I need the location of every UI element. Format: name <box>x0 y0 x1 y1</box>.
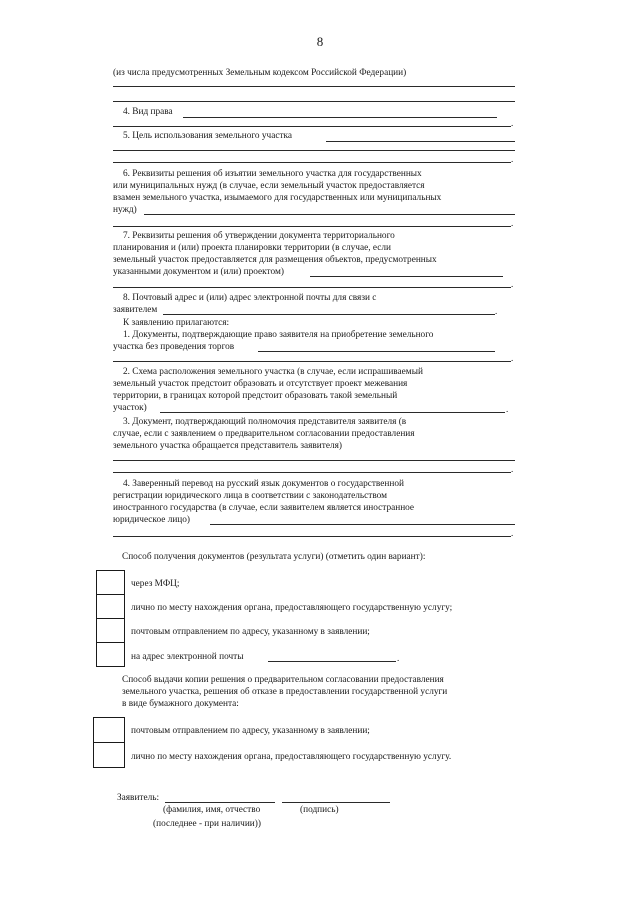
item7-field[interactable] <box>310 276 503 277</box>
att3-line: 3. Документ, подтверждающий полномочия представителя заявителя (в <box>123 417 407 427</box>
att4-line: регистрации юридического лица в соответствии с законодательством <box>113 491 388 501</box>
copy-option-in-person: лично по месту нахождения органа, предоставляющего государственную услугу. <box>131 752 452 762</box>
delivery-checkbox-mfc[interactable] <box>96 570 125 595</box>
patronymic-caption: (последнее - при наличии)) <box>153 819 261 829</box>
copy-checkbox-post[interactable] <box>93 717 125 743</box>
att2-line: территории, в границах которой предстоит образовать такой земельный <box>113 391 398 401</box>
att1-field[interactable] <box>258 351 495 352</box>
item6-line: нужд) <box>113 205 137 215</box>
blank-line[interactable] <box>113 126 511 127</box>
delivery-heading: Способ получения документов (результата услуги) (отметить один вариант): <box>122 552 426 562</box>
blank-line[interactable] <box>113 150 515 151</box>
blank-line[interactable] <box>113 460 515 461</box>
item7-line: планирования и (или) проекта планировки территории (в случае, если <box>113 243 391 253</box>
land-code-note: (из числа предусмотренных Земельным кодексом Российской Федерации) <box>113 68 407 78</box>
copy-heading-line: Способ выдачи копии решения о предварительном согласовании предоставления <box>122 675 444 685</box>
att3-line: случае, если с заявлением о предварительном согласовании предоставления <box>113 429 415 439</box>
applicant-signature-field[interactable] <box>282 802 390 803</box>
delivery-checkbox-in-person[interactable] <box>96 594 125 619</box>
att2-line: земельный участок предстоит образовать и отсутствует проект межевания <box>113 379 408 389</box>
copy-checkbox-in-person[interactable] <box>93 742 125 768</box>
att2-field[interactable] <box>160 412 505 413</box>
applicant-label: Заявитель: <box>117 793 160 803</box>
item4-label: 4. Вид права <box>123 107 173 117</box>
delivery-checkbox-email[interactable] <box>96 642 125 667</box>
item7-line: земельный участок предоставляется для размещения объектов, предусмотренных <box>113 255 437 265</box>
copy-heading-line: в виде бумажного документа: <box>122 699 239 709</box>
att3-line: земельного участка обращается представитель заявителя) <box>113 441 342 451</box>
item7-line: указанными документом и (или) проектом) <box>113 267 284 277</box>
item5-label: 5. Цель использования земельного участка <box>123 131 293 141</box>
delivery-option-in-person: лично по месту нахождения органа, предоставляющего государственную услугу; <box>131 603 453 613</box>
item6-field[interactable] <box>144 214 515 215</box>
signature-caption: (подпись) <box>300 805 339 815</box>
page-number: 8 <box>316 34 324 49</box>
item8-line: заявителем <box>113 305 158 315</box>
delivery-option-post: почтовым отправлением по адресу, указанному в заявлении; <box>131 627 370 637</box>
att1-line: участка без проведения торгов <box>113 342 235 352</box>
att4-field[interactable] <box>210 524 515 525</box>
blank-line[interactable] <box>113 226 511 227</box>
item8-line: 8. Почтовый адрес и (или) адрес электронной почты для связи с <box>123 293 377 303</box>
item4-field[interactable] <box>183 117 497 118</box>
item6-line: или муниципальных нужд (в случае, если земельный участок предоставляется <box>113 181 425 191</box>
att4-line: иностранного государства (в случае, если заявителем является иностранное <box>113 503 415 513</box>
fio-caption: (фамилия, имя, отчество <box>163 805 261 815</box>
blank-line[interactable] <box>113 287 511 288</box>
att2-line: участок) <box>113 403 147 413</box>
delivery-option-mfc: через МФЦ; <box>131 579 180 589</box>
blank-line[interactable] <box>113 101 515 102</box>
blank-line[interactable] <box>113 162 511 163</box>
blank-line[interactable] <box>113 361 511 362</box>
att4-line: юридическое лицо) <box>113 515 191 525</box>
item6-line: 6. Реквизиты решения об изъятии земельного участка для государственных <box>123 169 422 179</box>
att1-line: 1. Документы, подтверждающие право заявителя на приобретение земельного <box>123 330 434 340</box>
copy-option-post: почтовым отправлением по адресу, указанному в заявлении; <box>131 726 370 736</box>
delivery-checkbox-post[interactable] <box>96 618 125 643</box>
blank-line[interactable] <box>113 536 511 537</box>
attachments-heading: К заявлению прилагаются: <box>123 318 230 328</box>
att4-line: 4. Заверенный перевод на русский язык документов о государственной <box>123 479 404 489</box>
att2-line: 2. Схема расположения земельного участка (в случае, если испрашиваемый <box>123 367 423 377</box>
item5-field[interactable] <box>326 141 515 142</box>
applicant-name-field[interactable] <box>165 802 275 803</box>
item6-line: взамен земельного участка, изымаемого для государственных или муниципальных <box>113 193 442 203</box>
item8-field[interactable] <box>163 314 495 315</box>
item7-line: 7. Реквизиты решения об утверждении документа территориального <box>123 231 395 241</box>
delivery-option-email: на адрес электронной почты <box>131 652 244 662</box>
email-field[interactable] <box>268 661 396 662</box>
copy-heading-line: земельного участка, решения об отказе в предоставлении государственной услуги <box>122 687 448 697</box>
blank-line[interactable] <box>113 472 511 473</box>
blank-line[interactable] <box>113 86 515 87</box>
